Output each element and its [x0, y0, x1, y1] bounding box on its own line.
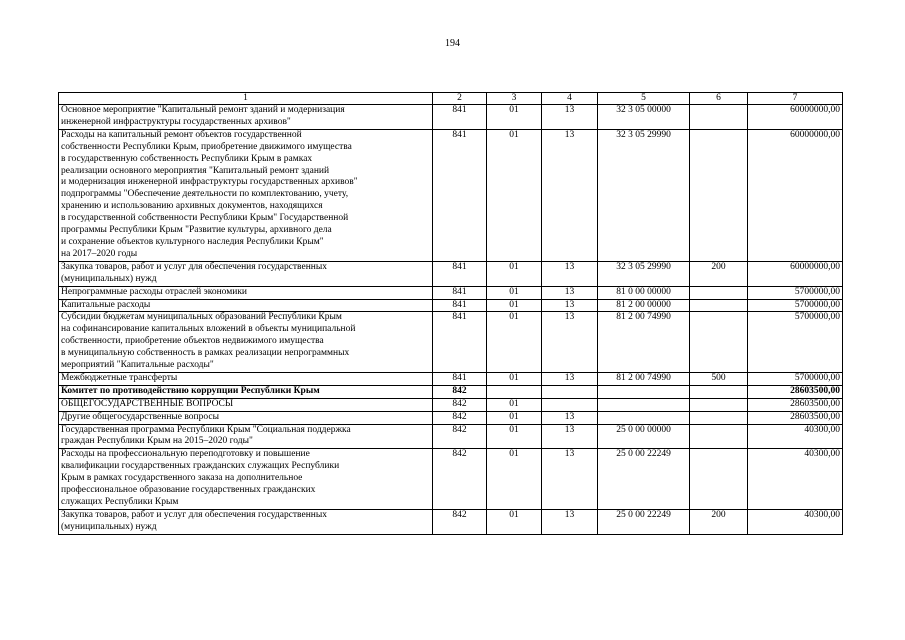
amount-cell: 28603500,00: [748, 411, 843, 424]
amount-cell: 5700000,00: [748, 372, 843, 385]
amount-cell: 40300,00: [748, 424, 843, 449]
amount-cell: 5700000,00: [748, 299, 843, 312]
subsection-code-cell: 13: [542, 129, 598, 261]
ministry-code-cell: 842: [433, 424, 487, 449]
expense-type-cell: [690, 385, 748, 398]
section-code-cell: 01: [487, 424, 542, 449]
subsection-code-cell: 13: [542, 286, 598, 299]
target-article-cell: 25 0 00 00000: [598, 424, 690, 449]
amount-cell: 60000000,00: [748, 129, 843, 261]
target-article-cell: [598, 385, 690, 398]
target-article-cell: 32 3 05 29990: [598, 129, 690, 261]
subsection-code-cell: [542, 398, 598, 411]
table-row: [59, 424, 843, 449]
ministry-code-cell: 842: [433, 449, 487, 510]
table-row: [59, 385, 843, 398]
table-row: [59, 509, 843, 534]
amount-cell: 40300,00: [748, 449, 843, 510]
subsection-code-cell: [542, 385, 598, 398]
section-code-cell: 01: [487, 299, 542, 312]
target-article-cell: 81 2 00 00000: [598, 299, 690, 312]
table-row: [59, 261, 843, 286]
expense-name-cell: Комитет по противодействию коррупции Республики Крым: [59, 385, 433, 398]
page-number: 194: [445, 38, 460, 49]
header-cell-1: 1: [59, 93, 433, 105]
ministry-code-cell: 842: [433, 398, 487, 411]
target-article-cell: 81 0 00 00000: [598, 286, 690, 299]
expense-type-cell: [690, 424, 748, 449]
target-article-cell: 25 0 00 22249: [598, 449, 690, 510]
ministry-code-cell: 842: [433, 411, 487, 424]
expense-type-cell: [690, 299, 748, 312]
section-code-cell: 01: [487, 261, 542, 286]
header-cell-4: 4: [542, 93, 598, 105]
subsection-code-cell: 13: [542, 424, 598, 449]
table-row: [59, 312, 843, 373]
ministry-code-cell: 841: [433, 372, 487, 385]
budget-table: [58, 92, 843, 535]
expense-type-cell: [690, 398, 748, 411]
table-row: [59, 299, 843, 312]
expense-type-cell: [690, 312, 748, 373]
section-code-cell: 01: [487, 105, 542, 130]
section-code-cell: 01: [487, 449, 542, 510]
ministry-code-cell: 841: [433, 261, 487, 286]
section-code-cell: 01: [487, 372, 542, 385]
expense-name-cell: Закупка товаров, работ и услуг для обеспечения государственных (муниципальных) нужд: [59, 509, 433, 534]
subsection-code-cell: 13: [542, 372, 598, 385]
target-article-cell: 32 3 05 00000: [598, 105, 690, 130]
expense-name-cell: Другие общегосударственные вопросы: [59, 411, 433, 424]
table-row: [59, 449, 843, 510]
subsection-code-cell: 13: [542, 299, 598, 312]
expense-name-cell: Субсидии бюджетам муниципальных образований Республики Крым на софинансирование капитальных вложений в объекты муниципальной собственности, приобретение объектов недвижимого имущества в муниципальную собственность в рамках реализации непрограммных мероприятий "Капитальные расходы": [59, 312, 433, 373]
expense-name-cell: Расходы на профессиональную переподготовку и повышение квалификации государственных гражданских служащих Республики Крым в рамках государственного заказа на дополнительное профессиональное образование государственных гражданских служащих Республики Крым: [59, 449, 433, 510]
expense-type-cell: [690, 411, 748, 424]
section-code-cell: 01: [487, 398, 542, 411]
subsection-code-cell: 13: [542, 509, 598, 534]
amount-cell: 60000000,00: [748, 105, 843, 130]
section-code-cell: 01: [487, 509, 542, 534]
target-article-cell: 32 3 05 29990: [598, 261, 690, 286]
amount-cell: 28603500,00: [748, 398, 843, 411]
target-article-cell: 81 2 00 74990: [598, 372, 690, 385]
amount-cell: 28603500,00: [748, 385, 843, 398]
expense-name-cell: Межбюджетные трансферты: [59, 372, 433, 385]
ministry-code-cell: 841: [433, 312, 487, 373]
expense-type-cell: [690, 449, 748, 510]
expense-name-cell: ОБЩЕГОСУДАРСТВЕННЫЕ ВОПРОСЫ: [59, 398, 433, 411]
subsection-code-cell: 13: [542, 449, 598, 510]
expense-name-cell: Закупка товаров, работ и услуг для обеспечения государственных (муниципальных) нужд: [59, 261, 433, 286]
expense-type-cell: [690, 286, 748, 299]
ministry-code-cell: 841: [433, 105, 487, 130]
section-code-cell: 01: [487, 411, 542, 424]
table-row: [59, 411, 843, 424]
expense-type-cell: 500: [690, 372, 748, 385]
expense-type-cell: [690, 129, 748, 261]
expense-name-cell: Расходы на капитальный ремонт объектов государственной собственности Республики Крым, приобретение движимого имущества в государственную собственность Республики Крым в рамках реализации основного мероприятия "Капитальный ремонт зданий и модернизация инженерной инфраструктуры государственных архивов" подпрограммы "Обеспечение деятельности по комплектованию, учету, хранению и использованию архивных документов, находящихся в государственной собственности Республики Крым" Государственной программы Республики Крым "Развитие культуры, архивного дела и сохранение объектов культурного наследия Республики Крым" на 2017–2020 годы: [59, 129, 433, 261]
amount-cell: 40300,00: [748, 509, 843, 534]
expense-name-cell: Государственная программа Республики Крым "Социальная поддержка граждан Республики Крым на 2015–2020 годы": [59, 424, 433, 449]
section-code-cell: [487, 385, 542, 398]
expense-type-cell: 200: [690, 509, 748, 534]
amount-cell: 5700000,00: [748, 286, 843, 299]
ministry-code-cell: 841: [433, 129, 487, 261]
subsection-code-cell: 13: [542, 105, 598, 130]
table-row: [59, 398, 843, 411]
expense-type-cell: 200: [690, 261, 748, 286]
target-article-cell: 81 2 00 74990: [598, 312, 690, 373]
target-article-cell: 25 0 00 22249: [598, 509, 690, 534]
ministry-code-cell: 841: [433, 299, 487, 312]
expense-name-cell: Капитальные расходы: [59, 299, 433, 312]
subsection-code-cell: 13: [542, 411, 598, 424]
ministry-code-cell: 841: [433, 286, 487, 299]
section-code-cell: 01: [487, 129, 542, 261]
table-row: [59, 129, 843, 261]
subsection-code-cell: 13: [542, 261, 598, 286]
expense-type-cell: [690, 105, 748, 130]
header-cell-7: 7: [748, 93, 843, 105]
target-article-cell: [598, 398, 690, 411]
expense-name-cell: Непрограммные расходы отраслей экономики: [59, 286, 433, 299]
section-code-cell: 01: [487, 312, 542, 373]
table-row: [59, 105, 843, 130]
header-cell-5: 5: [598, 93, 690, 105]
table-row: [59, 286, 843, 299]
target-article-cell: [598, 411, 690, 424]
header-row: [59, 93, 843, 105]
header-cell-6: 6: [690, 93, 748, 105]
ministry-code-cell: 842: [433, 509, 487, 534]
ministry-code-cell: 842: [433, 385, 487, 398]
expense-name-cell: Основное мероприятие "Капитальный ремонт зданий и модернизация инженерной инфраструктуры государственных архивов": [59, 105, 433, 130]
header-cell-2: 2: [433, 93, 487, 105]
section-code-cell: 01: [487, 286, 542, 299]
table-row: [59, 372, 843, 385]
amount-cell: 5700000,00: [748, 312, 843, 373]
subsection-code-cell: 13: [542, 312, 598, 373]
amount-cell: 60000000,00: [748, 261, 843, 286]
header-cell-3: 3: [487, 93, 542, 105]
